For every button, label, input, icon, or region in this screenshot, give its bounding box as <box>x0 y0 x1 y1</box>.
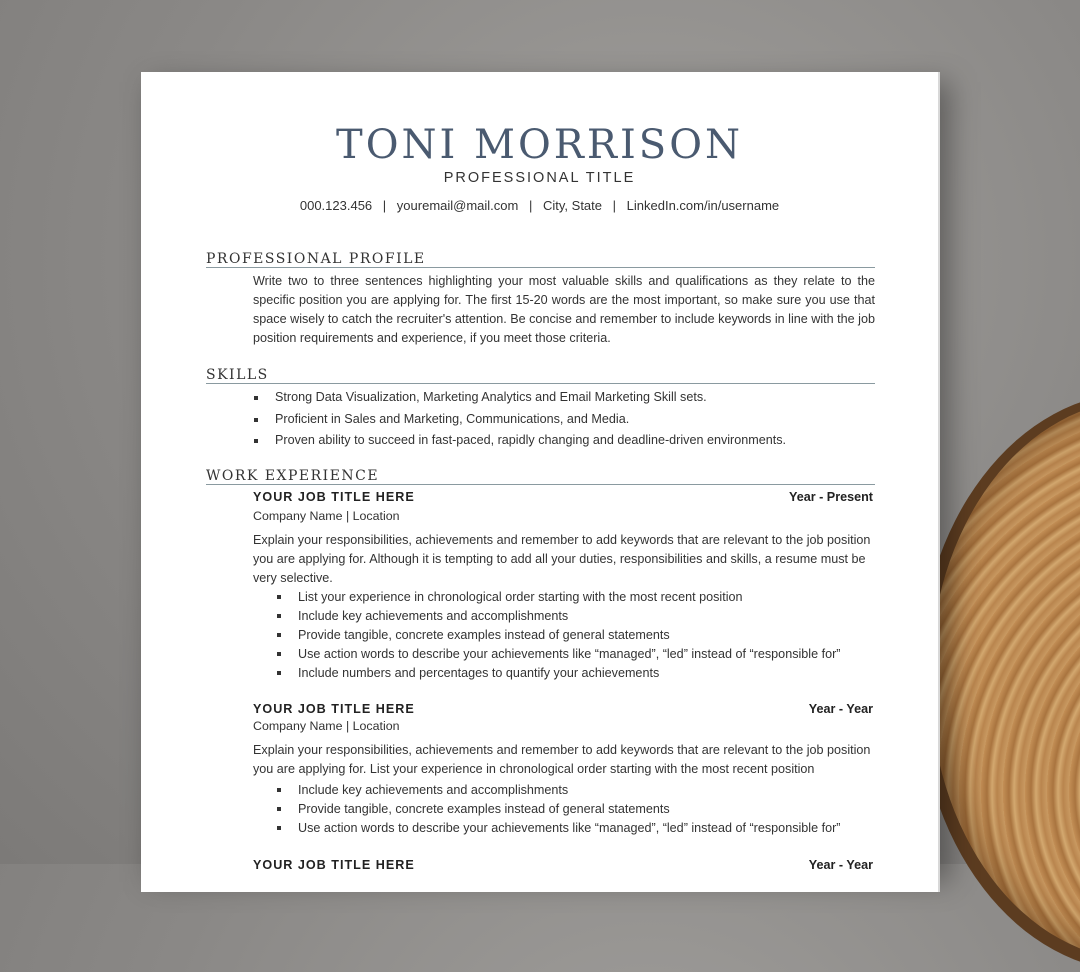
profile-text: Write two to three sentences highlighting your most valuable skills and qualifications as they relate to the specific position you are applying for. The first 15-20 words are the most important, so make sure you use that space wisely to catch the recruiter's attention. Be concise and remember to include keywords in line with the job position requirements and experience, if you meet those criteria. <box>253 274 875 345</box>
job-title: YOUR JOB TITLE HERE <box>253 702 415 716</box>
job-company: Company Name | Location <box>253 719 400 733</box>
job-bullet: Provide tangible, concrete examples instead of general statements <box>276 626 840 645</box>
resume-name: TONI MORRISON <box>336 122 743 168</box>
job-bullet: Use action words to describe your achievements like “managed”, “led” instead of “responsible for” <box>276 645 840 664</box>
section-heading-experience: WORK EXPERIENCE <box>206 468 875 485</box>
job-bullet: Use action words to describe your achievements like “managed”, “led” instead of “responsible for” <box>276 819 840 838</box>
job-years: Year - Present <box>788 490 873 504</box>
contact-separator: | <box>528 198 533 213</box>
section-heading-skills: SKILLS <box>206 367 875 384</box>
job-title: YOUR JOB TITLE HERE <box>253 858 415 872</box>
job-bullet: Provide tangible, concrete examples instead of general statements <box>276 800 840 819</box>
job-title: YOUR JOB TITLE HERE <box>253 490 415 504</box>
contact-location: City, State <box>543 198 603 213</box>
skill-item: Proficient in Sales and Marketing, Communications, and Media. <box>253 409 786 431</box>
job-description: Explain your responsibilities, achievements and remember to add keywords that are relevant to the job position you are applying for. Although it is tempting to add all your duties, responsibilities and skills, a resume must be very selective. <box>253 533 871 585</box>
contact-linkedin: LinkedIn.com/in/username <box>626 198 780 213</box>
skills-list <box>253 387 786 452</box>
skill-item: Proven ability to succeed in fast-paced, rapidly changing and deadline-driven environments. <box>253 430 786 452</box>
skill-item: Strong Data Visualization, Marketing Analytics and Email Marketing Skill sets. <box>253 387 786 409</box>
section-heading-profile: PROFESSIONAL PROFILE <box>206 251 875 268</box>
job-bullet: Include key achievements and accomplishments <box>276 781 840 800</box>
contact-line <box>141 198 938 213</box>
wood-slice-decoration <box>930 400 1080 960</box>
contact-phone: 000.123.456 <box>299 198 373 213</box>
job-company: Company Name | Location <box>253 509 400 523</box>
contact-separator: | <box>382 198 387 213</box>
job-bullet-list <box>276 588 840 683</box>
contact-separator: | <box>612 198 617 213</box>
job-years: Year - Year <box>808 858 873 872</box>
job-years: Year - Year <box>808 702 873 716</box>
job-bullet: Include key achievements and accomplishments <box>276 607 840 626</box>
professional-title: PROFESSIONAL TITLE <box>443 170 636 186</box>
job-bullet-list <box>276 781 840 838</box>
contact-email: youremail@mail.com <box>396 198 519 213</box>
resume-page <box>141 72 940 892</box>
job-bullet: Include numbers and percentages to quantify your achievements <box>276 664 840 683</box>
job-description: Explain your responsibilities, achievements and remember to add keywords that are relevant to the job position you are applying for. List your experience in chronological order starting with the most recent position <box>253 743 871 776</box>
job-bullet: List your experience in chronological order starting with the most recent position <box>276 588 840 607</box>
